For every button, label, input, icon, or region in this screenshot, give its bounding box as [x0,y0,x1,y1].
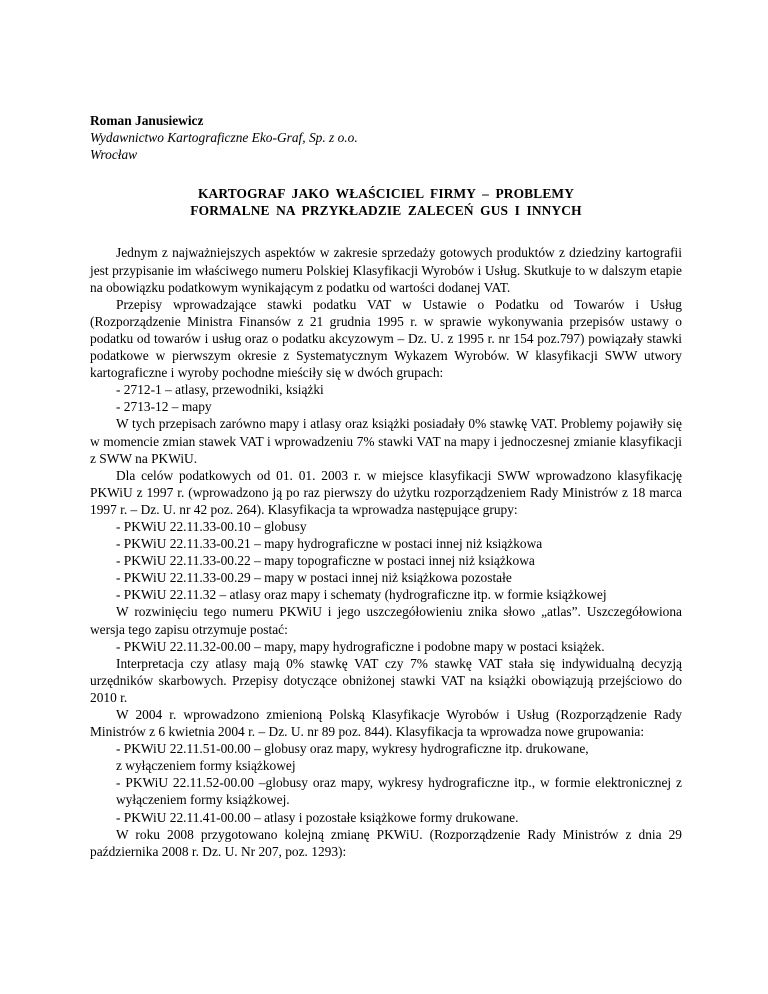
list-item: - 2712-1 – atlasy, przewodniki, książki [116,382,324,398]
document-title [90,185,682,219]
list-item: - PKWiU 22.11.52-00.00 –globusy oraz mapy, wykresy hydrograficzne itp., w formie elektronicznej z wyłączeniem formy książkowej. [116,775,682,808]
paragraph-intro: Jednym z najważniejszych aspektów w zakresie sprzedaży gotowych produktów z dziedziny kartografii jest przypisanie im właściwego numeru Polskiej Klasyfikacji Wyrobów i Usług. Skutkuje to w dalszym etapie na obowiązku podatkowym wynikającym z podatku od wartości dodanej VAT. [90,245,682,295]
document-page [90,112,682,860]
list-item: - PKWiU 22.11.33-00.22 – mapy topograficzne w postaci innej niż książkowa [116,553,535,569]
paragraph-pkwiu-1997: Dla celów podatkowych od 01. 01. 2003 r. w miejsce klasyfikacji SWW wprowadzono klasyfikację PKWiU z 1997 r. (wprowadzono ją po raz pierwszy do użytku rozporządzeniem Rady Ministrów z 18 marca 1997 r. – Dz. U. nr 42 poz. 264). Klasyfikacja ta wprowadza następujące grupy: [90,467,682,517]
list-item: - PKWiU 22.11.33-00.29 – mapy w postaci innej niż książkowa pozostałe [116,570,512,586]
list-item: - PKWiU 22.11.51-00.00 – globusy oraz mapy, wykresy hydrograficzne itp. drukowane, [116,741,589,757]
paragraph-interpretation: Interpretacja czy atlasy mają 0% stawkę VAT czy 7% stawkę VAT stała się indywidualną decyzją urzędników skarbowych. Przepisy dotyczące obniżonej stawki VAT na książki obowiązują przejściowo do 2010 r. [90,655,682,705]
paragraph-pkwiu-2004: W 2004 r. wprowadzono zmienioną Polską Klasyfikacje Wyrobów i Usług (Rozporządzenie Rady Ministrów z 6 kwietnia 2004 r. – Dz. U. nr 89 poz. 844). Klasyfikacja ta wprowadza nowe grupowania: [90,707,682,740]
list-item: z wyłączeniem formy książkowej [116,758,296,774]
affiliation-publisher: Wydawnictwo Kartograficzne Eko-Graf, Sp. z o.o. [90,130,358,146]
title-line-2: FORMALNE NA PRZYKŁADZIE ZALECEŃ GUS I INNYCH [190,203,582,219]
affiliation-city: Wrocław [90,147,138,163]
paragraph-vat-regulations: Przepisy wprowadzające stawki podatku VAT w Ustawie o Podatku od Towarów i Usług (Rozporządzenie Ministra Finansów z 21 grudnia 1995 r. w sprawie wykonywania przepisów ustawy o podatku od towarów i usług oraz o podatku akcyzowym – Dz. U. z 1995 r. nr 154 poz.797) powiązały stawki podatkowe w pierwszym okresie z Systematycznym Wykazem Wyrobów. W klasyfikacji SWW utwory kartograficzne i wyroby pochodne mieściły się w dwóch grupach: [90,296,682,381]
list-item: - PKWiU 22.11.33-00.10 – globusy [116,518,307,534]
paragraph-pkwiu-2008: W roku 2008 przygotowano kolejną zmianę PKWiU. (Rozporządzenie Rady Ministrów z dnia 29 października 2008 r. Dz. U. Nr 207, poz. 1293): [90,826,682,859]
list-item: - PKWiU 22.11.32-00.00 – mapy, mapy hydrograficzne i podobne mapy w postaci książek. [116,638,605,654]
paragraph-atlas-removed: W rozwinięciu tego numeru PKWiU i jego uszczegółowieniu znika słowo „atlas”. Uszczegółowiona wersja tego zapisu otrzymuje postać: [90,604,682,637]
author-name: Roman Janusiewicz [90,113,204,128]
list-item: - PKWiU 22.11.32 – atlasy oraz mapy i schematy (hydrograficzne itp. w formie książkowej [116,587,607,603]
document-body [90,244,682,859]
title-line-1: KARTOGRAF JAKO WŁAŚCICIEL FIRMY – PROBLEMY [197,186,575,202]
list-item: - PKWiU 22.11.33-00.21 – mapy hydrograficzne w postaci innej niż książkowa [116,536,543,552]
list-item: - PKWiU 22.11.41-00.00 – atlasy i pozostałe książkowe formy drukowane. [116,809,519,825]
list-item: - 2713-12 – mapy [116,399,212,415]
paragraph-vat-problems: W tych przepisach zarówno mapy i atlasy oraz książki posiadały 0% stawkę VAT. Problemy pojawiły się w momencie zmian stawek VAT i wprowadzeniu 7% stawki VAT na mapy i jednoczesnej zmianie klasyfikacji z SWW na PKWiU. [90,416,682,466]
